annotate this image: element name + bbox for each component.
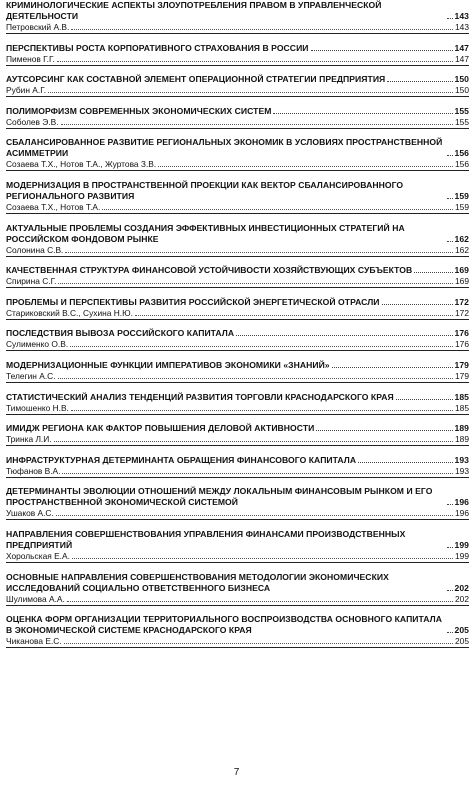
toc-entry-author-page: 185 [455, 402, 469, 413]
toc-entry [6, 74, 469, 97]
toc-entry-author-line [6, 54, 469, 66]
toc-entry [6, 529, 469, 563]
toc-entry-title-page: 159 [454, 190, 469, 201]
dot-leader [387, 81, 452, 82]
toc-entry [6, 328, 469, 351]
toc-entry-author-page: 147 [455, 53, 469, 64]
toc-entry-author: Солонина С.В. [6, 244, 64, 255]
toc-entry-title: НАПРАВЛЕНИЯ СОВЕРШЕНСТВОВАНИЯ УПРАВЛЕНИЯ ФИНАНСАМИ ПРОИЗВОДСТВЕННЫХ ПРЕДПРИЯТИЙ [6, 528, 406, 550]
toc-entry [6, 223, 469, 257]
dot-leader [236, 335, 452, 336]
dot-leader [64, 643, 453, 644]
toc-entry-author: Рубин А.Г. [6, 85, 47, 96]
dot-leader [72, 558, 453, 559]
toc-entry-title: АКТУАЛЬНЫЕ ПРОБЛЕМЫ СОЗДАНИЯ ЭФФЕКТИВНЫХ ИНВЕСТИЦИОННЫХ СТРАТЕГИЙ НА РОССИЙСКОМ ФОНДОВОМ РЫНКЕ [6, 222, 405, 244]
toc-entry-title-line [6, 297, 469, 308]
toc-entry-author-line [6, 22, 469, 34]
toc-entry-author-line [6, 85, 469, 97]
table-of-contents [6, 0, 469, 657]
toc-entry-title-page: 189 [454, 423, 469, 434]
toc-entry-author-line [6, 308, 469, 320]
dot-leader [447, 18, 453, 19]
toc-entry-title-line [6, 572, 469, 594]
toc-entry-title: ПЕРСПЕКТИВЫ РОСТА КОРПОРАТИВНОГО СТРАХОВАНИЯ В РОССИИ [6, 42, 309, 53]
dot-leader [65, 252, 453, 253]
toc-entry-author-page: 196 [455, 508, 469, 519]
toc-entry [6, 265, 469, 288]
toc-entry-author-page: 189 [455, 434, 469, 445]
toc-entry-title-line [6, 265, 469, 276]
toc-entry-title-page: 185 [454, 391, 469, 402]
toc-entry-author: Соболев Э.В. [6, 116, 59, 127]
toc-entry [6, 0, 469, 34]
toc-entry-title-page: 193 [454, 454, 469, 465]
toc-entry-author-page: 155 [455, 116, 469, 127]
toc-entry-title-page: 150 [454, 74, 469, 85]
dot-leader [447, 155, 453, 156]
toc-entry-title: ПОЛИМОРФИЗМ СОВРЕМЕННЫХ ЭКОНОМИЧЕСКИХ СИСТЕМ [6, 105, 272, 116]
toc-entry-title-page: 156 [454, 148, 469, 159]
toc-entry-author-line [6, 159, 469, 171]
dot-leader [316, 430, 452, 431]
toc-entry-title-page: 179 [454, 359, 469, 370]
dot-leader [54, 441, 453, 442]
toc-entry [6, 360, 469, 383]
dot-leader [58, 283, 453, 284]
toc-entry-title-line [6, 180, 469, 202]
toc-entry-author-page: 179 [455, 370, 469, 381]
toc-entry-title: ОЦЕНКА ФОРМ ОРГАНИЗАЦИИ ТЕРРИТОРИАЛЬНОГО ВОСПРОИЗВОДСТВА ОСНОВНОГО КАПИТАЛА В ЭКОНОМИЧЕСКОЙ СИСТЕМЕ КРАСНОДАРСКОГО КРАЯ [6, 614, 442, 636]
toc-entry-title: СТАТИСТИЧЕСКИЙ АНАЛИЗ ТЕНДЕНЦИЙ РАЗВИТИЯ ТОРГОВЛИ КРАСНОДАРСКОГО КРАЯ [6, 391, 394, 402]
toc-entry-author-page: 202 [455, 593, 469, 604]
toc-entry-title-line [6, 328, 469, 339]
toc-entry-title-page: 205 [454, 625, 469, 636]
dot-leader [48, 92, 453, 93]
toc-entry-author-page: 159 [455, 201, 469, 212]
dot-leader [414, 272, 452, 273]
toc-entry-title-page: 143 [454, 11, 469, 21]
toc-entry [6, 455, 469, 478]
toc-entry-author-page: 169 [455, 276, 469, 287]
page-number: 7 [233, 767, 240, 778]
toc-entry-title-line [6, 43, 469, 54]
toc-entry-author: Спирина С.Г. [6, 276, 57, 287]
toc-entry-author: Телегин А.С. [6, 370, 56, 381]
toc-entry-author-line [6, 245, 469, 257]
toc-entry-title: ПРОБЛЕМЫ И ПЕРСПЕКТИВЫ РАЗВИТИЯ РОССИЙСКОЙ ЭНЕРГЕТИЧЕСКОЙ ОТРАСЛИ [6, 296, 380, 307]
toc-entry-title-line [6, 423, 469, 434]
toc-entry-title-page: 155 [454, 105, 469, 116]
toc-entry-author-line [6, 434, 469, 446]
toc-entry-author-line [6, 202, 469, 214]
toc-entry-title-line [6, 137, 469, 159]
dot-leader [447, 504, 453, 505]
dot-leader [67, 601, 453, 602]
toc-entry [6, 137, 469, 171]
toc-entry-author-line [6, 636, 469, 648]
toc-entry-author-line [6, 466, 469, 478]
toc-entry-author: Хорольская Е.А. [6, 550, 70, 561]
dot-leader [58, 378, 453, 379]
toc-entry [6, 297, 469, 320]
toc-entry-author: Тринка Л.И. [6, 434, 52, 445]
toc-entry-author: Созаева Т.Х., Нотов Т.А., Журтова З.В. [6, 159, 157, 170]
toc-entry-title-page: 162 [454, 233, 469, 244]
dot-leader [135, 315, 453, 316]
toc-entry-title-page: 147 [454, 42, 469, 53]
toc-entry-author-line [6, 371, 469, 383]
toc-entry-author: Созаева Т.Х., Нотов Т.А. [6, 201, 101, 212]
toc-entry [6, 572, 469, 606]
toc-entry-title: МОДЕРНИЗАЦИЯ В ПРОСТРАНСТВЕННОЙ ПРОЕКЦИИ КАК ВЕКТОР СБАЛАНСИРОВАННОГО РЕГИОНАЛЬНОГО РАЗВИТИЯ [6, 179, 404, 201]
toc-entry-title-line [6, 392, 469, 403]
toc-entry-author-page: 205 [455, 636, 469, 647]
toc-entry-title: ОСНОВНЫЕ НАПРАВЛЕНИЯ СОВЕРШЕНСТВОВАНИЯ МЕТОДОЛОГИИ ЭКОНОМИЧЕСКИХ ИССЛЕДОВАНИЙ СОЦИАЛЬНО ОТВЕТСТВЕННОГО БИЗНЕСА [6, 571, 389, 593]
dot-leader [396, 399, 453, 400]
toc-entry-author: Сулименко О.В. [6, 339, 69, 350]
toc-entry-author-page: 172 [455, 307, 469, 318]
toc-entry-author-line [6, 508, 469, 520]
toc-entry [6, 423, 469, 446]
toc-entry [6, 180, 469, 214]
toc-entry-title-page: 199 [454, 539, 469, 550]
toc-entry-title-line [6, 223, 469, 245]
toc-entry-title-line [6, 614, 469, 636]
toc-entry-title-page: 176 [454, 328, 469, 339]
toc-entry-title-line [6, 455, 469, 466]
toc-entry-title-page: 169 [454, 265, 469, 276]
toc-entry-author-page: 193 [455, 465, 469, 476]
dot-leader [102, 209, 453, 210]
dot-leader [71, 410, 453, 411]
dot-leader [61, 124, 453, 125]
toc-entry-title-page: 202 [454, 582, 469, 593]
toc-entry-title-line [6, 360, 469, 371]
toc-entry-author: Тюфанов В.А. [6, 465, 61, 476]
toc-entry-author: Пименов Г.Г. [6, 53, 55, 64]
toc-entry [6, 486, 469, 520]
dot-leader [447, 241, 453, 242]
toc-entry-title: ИМИДЖ РЕГИОНА КАК ФАКТОР ПОВЫШЕНИЯ ДЕЛОВОЙ АКТИВНОСТИ [6, 423, 315, 434]
toc-entry-title: МОДЕРНИЗАЦИОННЫЕ ФУНКЦИИ ИМПЕРАТИВОВ ЭКОНОМИКИ «ЗНАНИЙ» [6, 359, 330, 370]
toc-entry-title: ИНФРАСТРУКТУРНАЯ ДЕТЕРМИНАНТА ОБРАЩЕНИЯ ФИНАНСОВОГО КАПИТАЛА [6, 454, 357, 465]
toc-entry-author: Чиканова Е.С. [6, 636, 62, 647]
toc-entry-title: ДЕТЕРМИНАНТЫ ЭВОЛЮЦИИ ОТНОШЕНИЙ МЕЖДУ ЛОКАЛЬНЫМ ФИНАНСОВЫМ РЫНКОМ И ЕГО ПРОСТРАНСТВЕННОЙ ЭКОНОМИЧЕСКОЙ СИСТЕМОЙ [6, 486, 433, 508]
toc-entry-title: СБАЛАНСИРОВАННОЕ РАЗВИТИЕ РЕГИОНАЛЬНЫХ ЭКОНОМИК В УСЛОВИЯХ ПРОСТРАНСТВЕННОЙ АСИММЕТРИИ [6, 137, 443, 159]
toc-entry-title-page: 196 [454, 497, 469, 508]
toc-entry-title-line [6, 106, 469, 117]
toc-entry-author-page: 162 [455, 244, 469, 255]
toc-entry [6, 106, 469, 129]
toc-entry-author: Петровский А.В. [6, 22, 70, 32]
toc-entry-author: Тимошенко Н.В. [6, 402, 69, 413]
dot-leader [447, 198, 453, 199]
toc-entry-title: ПОСЛЕДСТВИЯ ВЫВОЗА РОССИЙСКОГО КАПИТАЛА [6, 328, 235, 339]
dot-leader [56, 515, 453, 516]
dot-leader [71, 29, 453, 30]
toc-entry-author-line [6, 594, 469, 606]
toc-entry [6, 43, 469, 66]
toc-entry-author-page: 176 [455, 339, 469, 350]
toc-entry-author: Ушаков А.С. [6, 508, 54, 519]
dot-leader [358, 462, 452, 463]
toc-entry [6, 614, 469, 648]
toc-entry-author-line [6, 403, 469, 415]
dot-leader [447, 590, 453, 591]
dot-leader [62, 473, 453, 474]
toc-entry-title-line [6, 529, 469, 551]
dot-leader [70, 346, 453, 347]
toc-entry-title: АУТСОРСИНГ КАК СОСТАВНОЙ ЭЛЕМЕНТ ОПЕРАЦИОННОЙ СТРАТЕГИИ ПРЕДПРИЯТИЯ [6, 74, 386, 85]
toc-entry-title-line [6, 74, 469, 85]
toc-entry [6, 392, 469, 415]
dot-leader [57, 61, 453, 62]
dot-leader [447, 632, 453, 633]
toc-entry-author-line [6, 339, 469, 351]
toc-entry-author-page: 143 [455, 22, 469, 32]
toc-entry-author-line [6, 551, 469, 563]
toc-entry-author: Стариковский В.С., Сухина Н.Ю. [6, 307, 133, 318]
toc-entry-title-page: 172 [454, 296, 469, 307]
toc-entry-author-page: 150 [455, 85, 469, 96]
toc-entry-title: КАЧЕСТВЕННАЯ СТРУКТУРА ФИНАНСОВОЙ УСТОЙЧИВОСТИ ХОЗЯЙСТВУЮЩИХ СУБЪЕКТОВ [6, 265, 413, 276]
dot-leader [382, 304, 453, 305]
toc-entry-author: Шулимова А.А. [6, 593, 65, 604]
toc-entry-title: КРИМИНОЛОГИЧЕСКИЕ АСПЕКТЫ ЗЛОУПОТРЕБЛЕНИЯ ПРАВОМ В УПРАВЛЕНЧЕСКОЙ ДЕЯТЕЛЬНОСТИ [6, 0, 382, 21]
toc-entry-author-line [6, 117, 469, 129]
dot-leader [311, 50, 453, 51]
dot-leader [273, 113, 452, 114]
toc-entry-author-page: 199 [455, 550, 469, 561]
dot-leader [158, 166, 453, 167]
toc-entry-title-line [6, 486, 469, 508]
toc-entry-title-line [6, 0, 469, 22]
toc-entry-author-page: 156 [455, 159, 469, 170]
toc-entry-author-line [6, 276, 469, 288]
dot-leader [332, 367, 453, 368]
dot-leader [447, 547, 453, 548]
